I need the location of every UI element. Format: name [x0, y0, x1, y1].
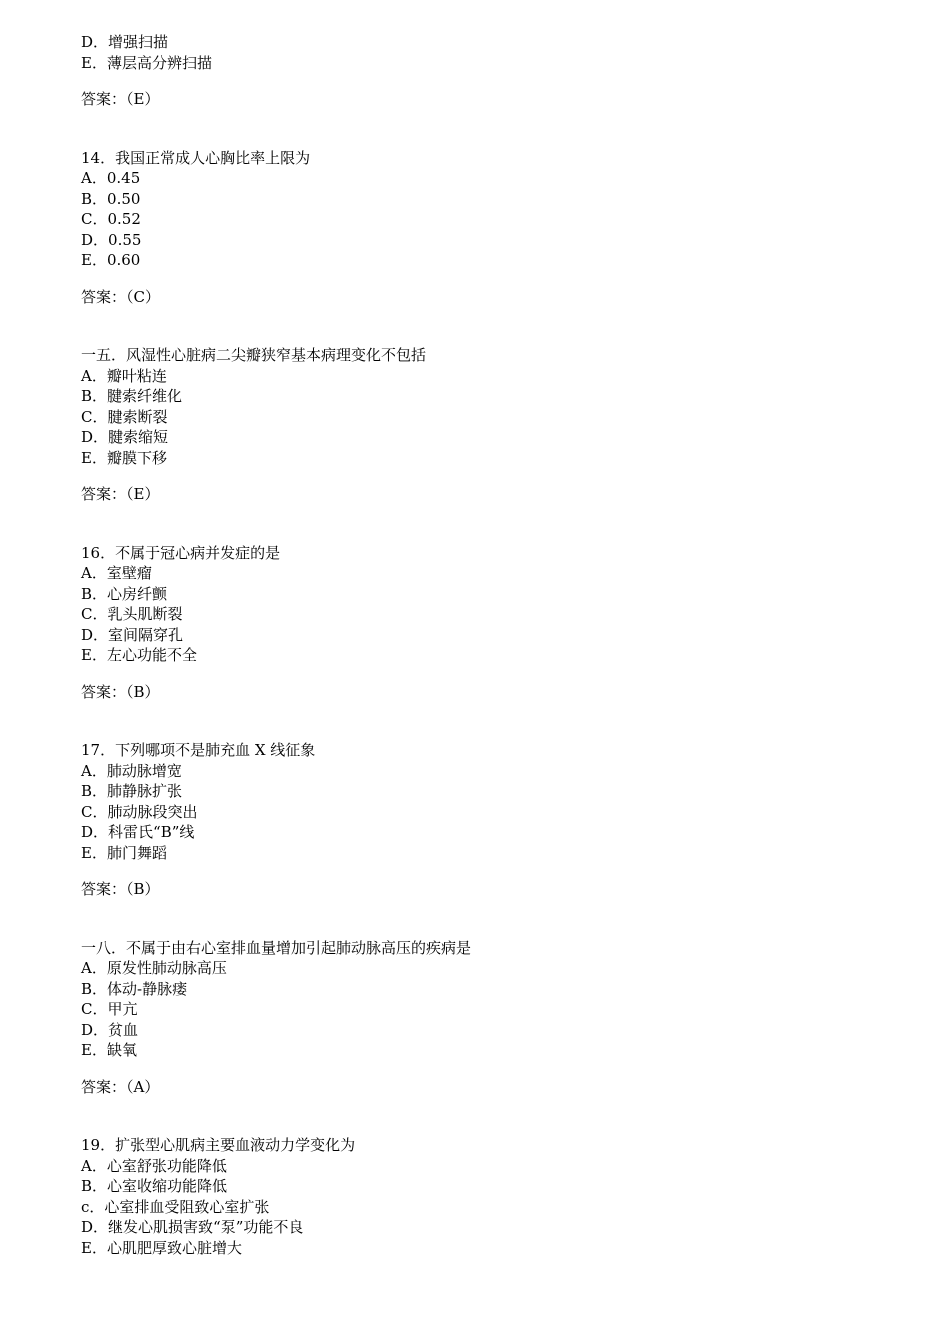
question-19	[81, 1135, 881, 1258]
option-b: B．心房纤颤	[81, 584, 168, 603]
option-d: D．腱索缩短	[81, 428, 169, 446]
option-c: c．心室排血受阻致心室扩张	[81, 1197, 270, 1216]
option-e: E．肺门舞蹈	[81, 843, 167, 862]
answer-line: 答案：（E）	[81, 90, 160, 108]
option-b: B．体动-静脉瘘	[81, 979, 188, 998]
option-a: A．0.45	[81, 169, 141, 187]
question-title: 17．下列哪项不是肺充血 X 线征象	[81, 741, 316, 759]
question-18	[81, 938, 881, 1098]
option-c: C．肺动脉段突出	[81, 802, 198, 821]
option-b: B．0.50	[81, 189, 141, 208]
option-c: C．甲亢	[81, 1000, 138, 1018]
option-c: C．0.52	[81, 210, 141, 228]
option-e: E．心肌肥厚致心脏增大	[81, 1238, 242, 1257]
answer-line: 答案：（B）	[81, 880, 160, 898]
option-e: E．瓣膜下移	[81, 448, 167, 467]
answer-line: 答案：（A）	[81, 1077, 160, 1096]
option-a: A．室壁瘤	[81, 564, 152, 582]
option-e: E．薄层高分辨扫描	[81, 53, 212, 72]
question-title: 14．我国正常成人心胸比率上限为	[81, 148, 311, 167]
option-e: E．缺氧	[81, 1041, 137, 1059]
option-a: A．原发性肺动脉高压	[81, 959, 227, 977]
question-title: 一五．风湿性心脏病二尖瓣狭窄基本病理变化不包括	[81, 346, 427, 364]
option-e: E．0.60	[81, 251, 141, 269]
option-b: B．肺静脉扩张	[81, 782, 183, 800]
option-a: A．瓣叶粘连	[81, 366, 167, 385]
option-b: B．腱索纤维化	[81, 387, 183, 405]
option-c: C．腱索断裂	[81, 407, 168, 426]
question-14	[81, 148, 881, 308]
option-b: B．心室收缩功能降低	[81, 1177, 228, 1195]
question-16	[81, 543, 881, 703]
option-d: D．增强扫描	[81, 33, 169, 51]
option-c: C．乳头肌断裂	[81, 605, 183, 623]
answer-line: 答案：（C）	[81, 287, 160, 306]
question-title: 16．不属于冠心病并发症的是	[81, 543, 281, 562]
option-d: D．贫血	[81, 1020, 139, 1039]
option-a: A．肺动脉增宽	[81, 761, 182, 780]
option-d: D．室间隔穿孔	[81, 625, 184, 644]
question-title: 一八．不属于由右心室排血量增加引起肺动脉高压的疾病是	[81, 938, 472, 957]
answer-line: 答案：（E）	[81, 485, 160, 503]
question-15	[81, 345, 881, 505]
option-d: D．0.55	[81, 230, 142, 249]
answer-line: 答案：（B）	[81, 682, 160, 701]
question-17	[81, 740, 881, 900]
option-a: A．心室舒张功能降低	[81, 1156, 227, 1175]
document-page	[81, 32, 881, 1258]
option-e: E．左心功能不全	[81, 646, 197, 664]
option-d: D．科雷氏“B”线	[81, 823, 195, 841]
lead-question-tail	[81, 32, 881, 110]
option-d: D．继发心肌损害致“泵”功能不良	[81, 1218, 304, 1236]
question-title: 19．扩张型心肌病主要血液动力学变化为	[81, 1136, 356, 1154]
